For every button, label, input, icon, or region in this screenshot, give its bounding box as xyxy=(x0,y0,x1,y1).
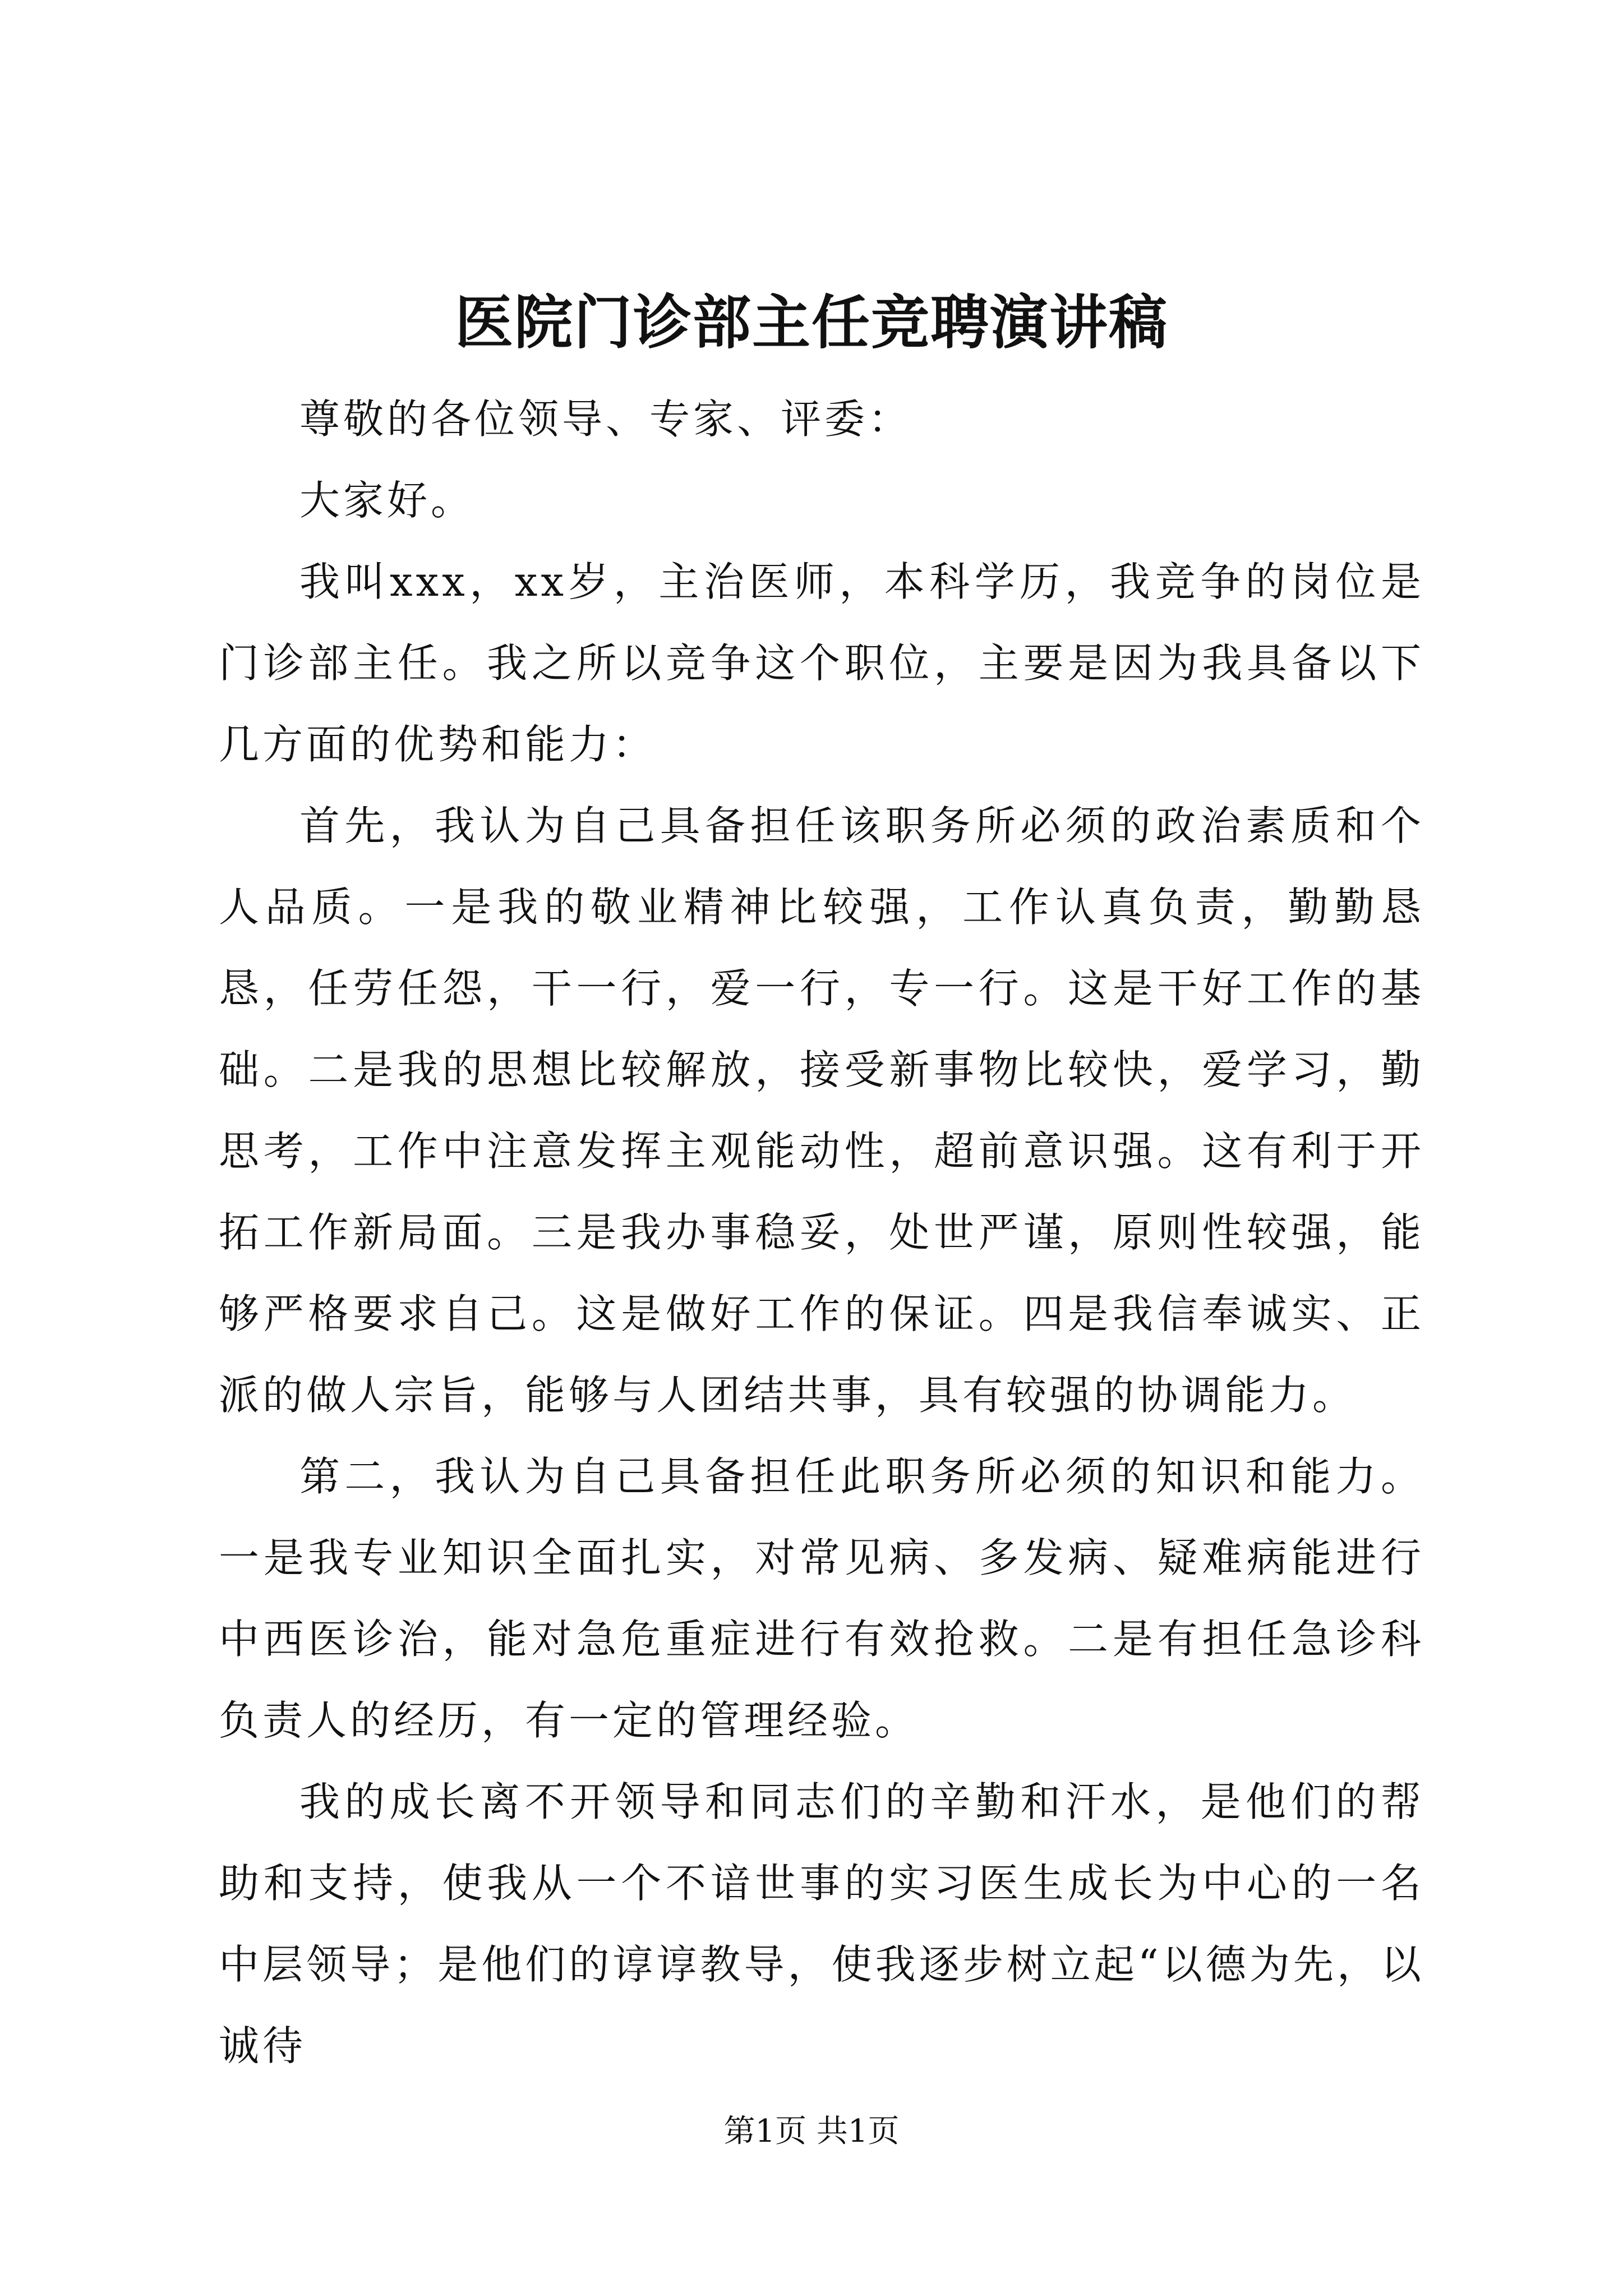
paragraph-greeting: 大家好。 xyxy=(299,477,475,524)
paragraph-salutation: 尊敬的各位领导、专家、评委： xyxy=(299,395,912,443)
paragraph-qualities: 首先，我认为自己具备担任该职务所必须的政治素质和个人品质。一是我的敬业精神比较强，工作认真负责，勤勤恳恳，任劳任怨，干一行，爱一行，专一行。这是干好工作的基础。二是我的思想比较解放，接受新事物比较快，爱学习，勤思考，工作中注意发挥主观能动性，超前意识强。这有利于开拓工作新局面。三是我办事稳妥，处世严谨，原则性较强，能够严格要求自己。这是做好工作的保证。四是我信奉诚实、正派的做人宗旨，能够与人团结共事，具有较强的协调能力。 xyxy=(219,802,1424,1419)
page-footer xyxy=(0,2109,1623,2154)
paragraph-knowledge: 第二，我认为自己具备担任此职务所必须的知识和能力。一是我专业知识全面扎实，对常见病、多发病、疑难病能进行中西医诊治，能对急危重症进行有效抢救。二是有担任急诊科负责人的经历，有一定的管理经验。 xyxy=(219,1453,1424,1744)
document-body xyxy=(219,379,1424,2087)
page-number-label: 第1页 共1页 xyxy=(723,2113,900,2150)
paragraph-gratitude: 我的成长离不开领导和同志们的辛勤和汗水，是他们的帮助和支持，使我从一个不谙世事的实习医生成长为中心的一名中层领导；是他们的谆谆教导，使我逐步树立起“以德为先，以诚待 xyxy=(219,1778,1424,2069)
paragraph-introduction: 我叫xxx，xx岁，主治医师，本科学历，我竞争的岗位是门诊部主任。我之所以竞争这个职位，主要是因为我具备以下几方面的优势和能力： xyxy=(219,558,1424,768)
document-title: 医院门诊部主任竞聘演讲稿 xyxy=(454,288,1168,357)
